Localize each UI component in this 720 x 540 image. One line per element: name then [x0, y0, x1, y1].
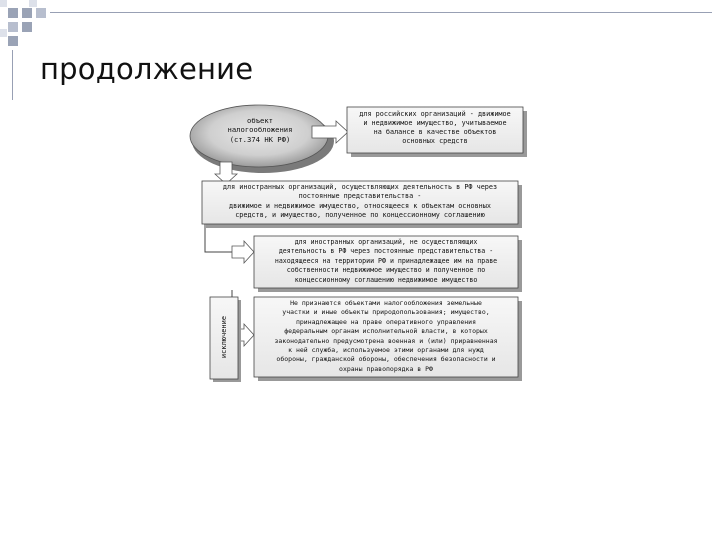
- box-foreign-without-rep-text: для иностранных организаций, не осуществляющих деятельность в РФ через постоянные представительства - находящееся на территории РФ и принадлежащее им на праве собственности недвижимое имущество и полученное по концессионному соглашению недвижимое имущество: [274, 238, 498, 284]
- box-foreign-with-rep-text: для иностранных организаций, осуществляющих деятельность в РФ через постоянные представительства - движимое и недвижимое имущество, относящееся к объектам основных средств, и имущество, полученное по концессионному соглашению: [222, 183, 498, 220]
- page-title: продолжение: [40, 52, 254, 86]
- arrow-to-foreign2: [232, 241, 254, 263]
- oval-label: объект налогообложения (ст.374 НК РФ): [227, 116, 293, 144]
- box-exceptions-text: Не признаются объектами налогообложения земельные участки и иные объекты природопользования; имущество, принадлежащее на праве оперативного управления федеральным органам исполнительной власти, в которых законодательно предусмотрена военная и (или) приравненная к ней служба, используемое этими органами для нужд обороны, гражданской обороны, обеспечения безопасности и охраны правопорядка в РФ: [274, 299, 498, 373]
- box-russian-text: для российских организаций - движимое и недвижимое имущество, учитываемое на балансе в качестве объектов основных средств: [359, 110, 511, 145]
- exception-label: исключение: [220, 315, 228, 359]
